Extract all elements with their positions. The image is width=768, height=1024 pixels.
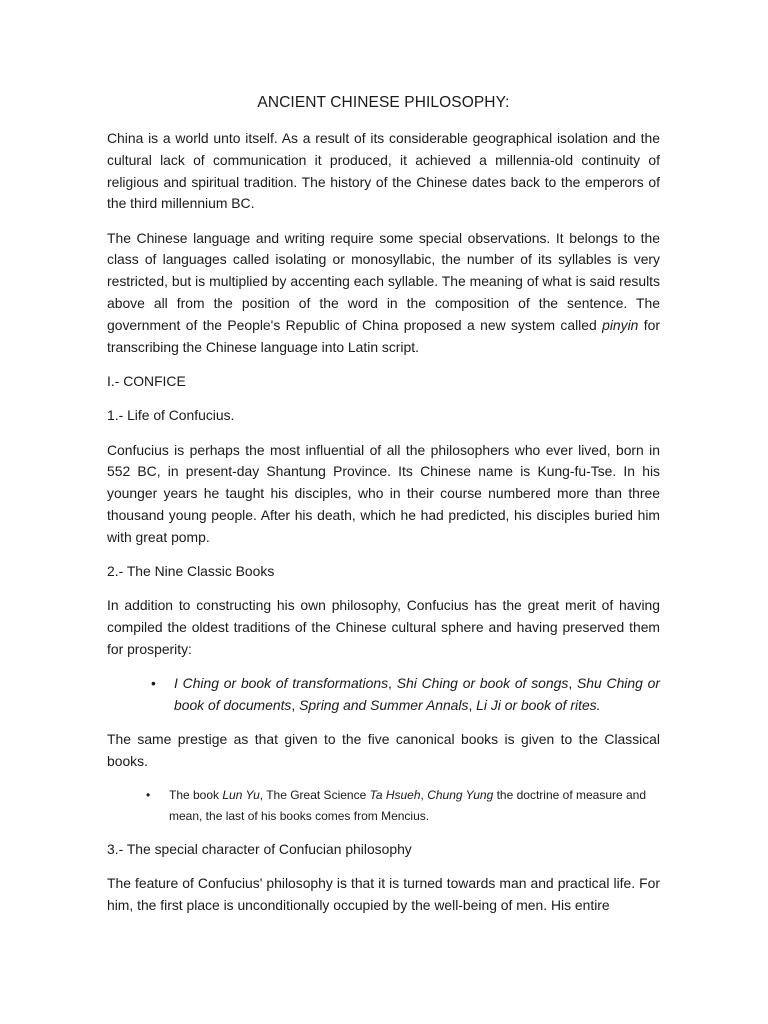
paragraph-language-text-1: The Chinese language and writing require some special observations. It belongs to the class of languages called isolating or monosyllabic, the number of its syllables is very restricted, but is multiplied by accenting each syllable. The meaning of what is said results above all from the position of the word in the composition of the sentence. The government of the People's Republic of China proposed a new system called (107, 229, 660, 333)
bullet-icon: • (151, 675, 156, 692)
book-shi-ching: Shi Ching or book of songs (396, 675, 569, 692)
paragraph-language (107, 228, 660, 359)
section-heading-confice: I.- CONFICE (107, 372, 186, 389)
subsection-heading-special-character: 3.- The special character of Confucian philosophy (107, 840, 412, 857)
list-separator: , (420, 788, 428, 803)
classical-books-list (107, 785, 660, 826)
paragraph-life-of-confucius: Confucius is perhaps the most influential of all the philosophers who ever lived, born in 552 BC, in present-day Shantung Province. Its Chinese name is Kung-fu-Tse. In his younger years he taught his disciples, who in their course numbered more than three thousand young people. After his death, which he had predicted, his disciples buried him with great pomp. (107, 441, 660, 545)
paragraph-language-text-2: for transcribing the Chinese language into Latin script. (107, 316, 660, 355)
subsection-heading-classic-books: 2.- The Nine Classic Books (107, 563, 275, 580)
document-title: ANCIENT CHINESE PHILOSOPHY: (257, 94, 510, 111)
book-i-ching: I Ching or book of transformations (174, 675, 389, 692)
list-separator: , (291, 697, 300, 714)
paragraph-intro: China is a world unto itself. As a result of its considerable geographical isolation and the cultural lack of communication it produced, it achieved a millennia-old continuity of religious and spiritual tradition. The history of the Chinese dates back to the emperors of the third millennium BC. (107, 130, 660, 212)
list-separator: , (568, 675, 577, 692)
paragraph-prestige: The same prestige as that given to the five canonical books is given to the Classical books. (107, 731, 660, 770)
list-separator: , (468, 697, 477, 714)
bullet-icon: • (146, 788, 151, 803)
paragraph-special-character: The feature of Confucius' philosophy is that it is turned towards man and practical life. For him, the first place is unconditionally occupied by the well-being of men. His entire (107, 875, 660, 914)
book-spring-summer-annals: Spring and Summer Annals (299, 697, 469, 714)
canonical-books-list (107, 673, 660, 717)
subsection-heading-life: 1.- Life of Confucius. (107, 407, 235, 424)
pinyin-term: pinyin (602, 316, 639, 333)
list-text: the doctrine of measure and mean, the last of his books comes from Mencius. (169, 788, 647, 823)
list-item (107, 673, 660, 717)
list-text: The book (169, 788, 223, 803)
book-chung-yung: Chung Yung (427, 788, 494, 803)
document-page (107, 92, 660, 929)
book-lun-yu: Lun Yu (222, 788, 260, 803)
list-text: , The Great Science (259, 788, 370, 803)
book-ta-hsueh: Ta Hsueh (369, 788, 421, 803)
book-shu-ching: Shu Ching or book of documents (174, 675, 660, 714)
list-separator: , (388, 675, 397, 692)
paragraph-classic-books: In addition to constructing his own philosophy, Confucius has the great merit of having compiled the oldest traditions of the Chinese cultural sphere and having preserved them for prosperity: (107, 597, 660, 657)
list-item (107, 785, 660, 826)
book-li-ji: Li Ji or book of rites. (476, 697, 601, 714)
